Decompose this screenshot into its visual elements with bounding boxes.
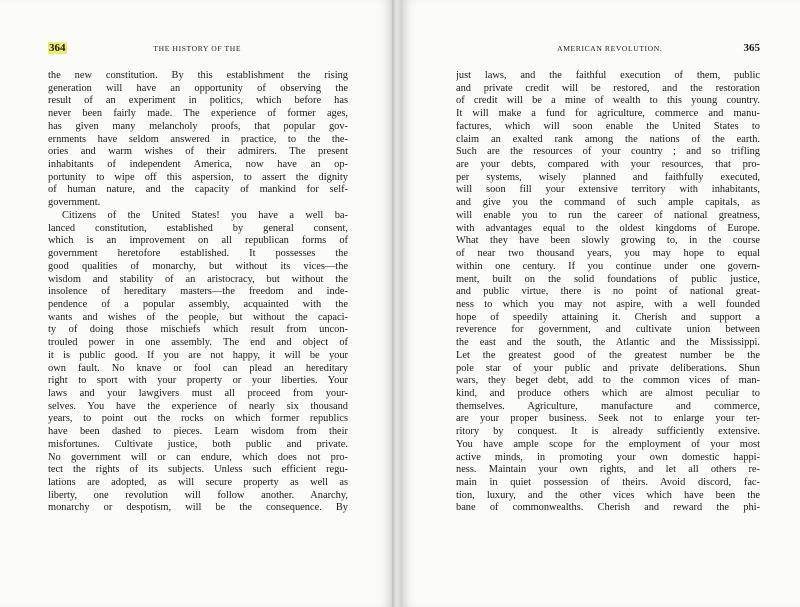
page-number: 365 xyxy=(743,42,760,54)
text-line: are your proper business. Seek not to enlarge your ter- xyxy=(456,413,760,425)
text-line: inhabitants of independent America, now have an op- xyxy=(48,159,348,171)
right-page xyxy=(402,0,800,607)
text-line: wants and wishes of the people, but without the capaci- xyxy=(48,311,348,323)
text-line: just laws, and the faithful execution of them, public xyxy=(456,70,760,81)
text-line: government. xyxy=(48,197,101,209)
text-line: reverence for government, and cultivate union between xyxy=(456,324,760,336)
text-line: Let the greatest good of the greatest number be the xyxy=(456,349,760,361)
text-line: hope of speedily attaining it. Cherish and support a xyxy=(456,311,760,323)
text-line: insolence of hereditary masters—the freedom and inde- xyxy=(48,286,348,298)
right-page-header xyxy=(456,42,760,60)
book-gutter xyxy=(392,0,402,607)
page-body-text xyxy=(48,70,348,515)
text-line: and public virtue, there is no point of national great- xyxy=(456,286,760,298)
text-line: lanced constitution, established by general consent, xyxy=(48,222,348,234)
page-body-text xyxy=(456,70,760,515)
text-line: ritory by conquest. It is already sufficiently extensive. xyxy=(456,426,760,438)
text-line: ness. Maintain your own rights, and let all others re- xyxy=(456,464,760,476)
text-line: factures, which will soon enable the United States to xyxy=(456,120,760,132)
text-line: Such are the resources of your country ; and so trifling xyxy=(456,146,760,158)
text-line: the east and the south, the Atlantic and the Mississippi. xyxy=(456,337,760,349)
text-line: will enable you to run the career of national greatness, xyxy=(456,209,760,221)
text-line: pole star of your public and private deliberations. Shun xyxy=(456,362,760,374)
text-line: tect the rights of its subjects. Unless such efficient regu- xyxy=(48,464,348,476)
text-line: ness to which you may not aspire, with a well founded xyxy=(456,298,760,310)
text-line: monarchy or despotism, will be the consequence. By xyxy=(48,502,348,514)
text-line: the new constitution. By this establishment the rising xyxy=(48,70,348,81)
text-line: tion, luxury, and the other vices which have been the xyxy=(456,489,760,501)
text-line: will soon fill your extensive territory with inhabitants, xyxy=(456,184,760,196)
page-number: 364 xyxy=(49,42,66,54)
text-line: have been dashed to pieces. Learn wisdom from their xyxy=(48,426,348,438)
text-line: main in quiet possession of theirs. Avoid discord, fac- xyxy=(456,477,760,488)
text-line: What they have been slowly growing to, in the course xyxy=(456,235,760,247)
running-head: AMERICAN REVOLUTION. xyxy=(557,44,663,53)
text-line: kind, and produce others which are almost peculiar to xyxy=(456,387,760,399)
text-line: wisdom and stability of an aristocracy, but without the xyxy=(48,273,348,285)
text-line: within one century. If you continue under one govern- xyxy=(456,260,760,272)
text-line: which is an improvement on all republican forms of xyxy=(48,235,348,247)
text-line: generation will have an opportunity of observing the xyxy=(48,82,348,94)
text-line: wars, they beget debt, add to the common vices of man- xyxy=(456,375,760,387)
text-line: lations are adopted, as will secure property as well as xyxy=(48,477,348,488)
text-line: ories and warm wishes of their admirers. The present xyxy=(48,146,348,158)
text-line: misfortunes. Cultivate justice, both public and private. xyxy=(48,438,348,450)
text-line: with advantages equal to the oldest kingdoms of Europe. xyxy=(456,222,760,234)
text-line: ernments have seldom answered in practice, to the the- xyxy=(48,133,348,145)
text-line: good qualities of monarchy, but without its vices—the xyxy=(48,260,348,272)
text-line: result of an experiment in politics, which before has xyxy=(48,95,348,107)
text-line: own fault. No knave or fool can plead an hereditary xyxy=(48,362,348,374)
text-line: of human nature, and the capacity of mankind for self- xyxy=(48,184,348,196)
text-line: per systems, wisely planned and faithfully executed, xyxy=(456,171,760,183)
text-line: laws and your lawgivers must all proceed from your- xyxy=(48,387,348,399)
text-line: portunity to wipe off this aspersion, to assert the dignity xyxy=(48,171,348,183)
text-line: ment, built on the solid foundations of public justice, xyxy=(456,273,760,285)
text-line: and give you the command of such ample capitals, as xyxy=(456,197,760,209)
text-line: it is public good. If you are not happy, it will be your xyxy=(48,349,348,361)
text-line: bane of commonwealths. Cherish and reward the phi- xyxy=(456,502,760,514)
text-line: themselves. Agriculture, manufacture and commerce, xyxy=(456,400,760,412)
left-page xyxy=(0,0,392,607)
text-line: has given many melancholy proofs, that popular gov- xyxy=(48,120,348,132)
text-line: pendence of a popular assembly, acquainted with the xyxy=(48,298,348,310)
text-line: government heretofore established. It possesses the xyxy=(48,248,348,260)
text-line: years, to point out the rocks on which former republics xyxy=(48,413,348,425)
text-line: No government will or can endure, which does not pro- xyxy=(48,451,348,463)
text-line: ty of doing those mischiefs which result from uncon- xyxy=(48,324,348,336)
text-line: of near two thousand years, you may hope to equal xyxy=(456,248,760,260)
left-page-header xyxy=(48,42,348,60)
text-line: active minds, in promoting your own domestic happi- xyxy=(456,451,760,463)
text-line: claim an exalted rank among the nations of the earth. xyxy=(456,133,760,145)
text-line: Citizens of the United States! you have a well ba- xyxy=(62,209,348,221)
text-line: of credit will be a mine of wealth to this young country. xyxy=(456,95,760,107)
text-line: never been fairly made. The experience of former ages, xyxy=(48,108,348,120)
text-line: You have ample scope for the employment of your most xyxy=(456,438,760,450)
text-line: It will make a fund for agriculture, commerce and manu- xyxy=(456,108,760,120)
text-line: selves. You have the experience of nearly six thousand xyxy=(48,400,348,412)
text-line: are your debts, compared with your resources, that pro- xyxy=(456,159,760,171)
text-line: liberty, one revolution will follow another. Anarchy, xyxy=(48,489,348,501)
text-line: right to sport with your property or your liberties. Your xyxy=(48,375,348,387)
running-head: THE HISTORY OF THE xyxy=(153,44,242,53)
text-line: and private credit will be restored, and the restoration xyxy=(456,82,760,94)
text-line: trouled power in one assembly. The end and object of xyxy=(48,337,348,349)
